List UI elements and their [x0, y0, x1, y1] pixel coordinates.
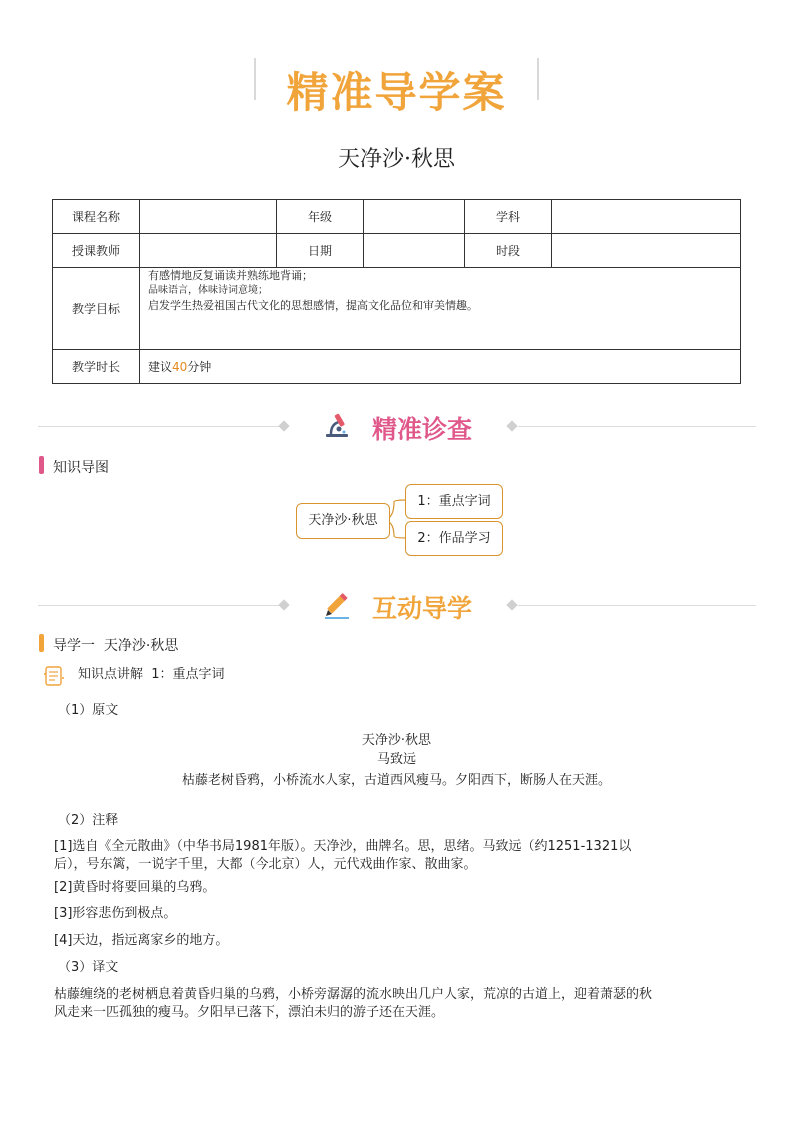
date-label: 日期: [277, 234, 364, 268]
poem-title: 天净沙·秋思: [361, 733, 432, 748]
subject-value: [552, 200, 741, 234]
translation-line: 枯藤缠绕的老树栖息着黄昏归巢的乌鸦，小桥旁潺潺的流水映出几户人家，荒凉的古道上，迎着萧瑟的秋: [54, 987, 653, 1002]
section2-rule-right: [518, 605, 756, 606]
date-value: [364, 234, 465, 268]
lesson-info-table: [52, 199, 741, 384]
course-label: 课程名称: [53, 200, 140, 234]
pencil-icon: [322, 590, 352, 620]
page-title: 天净沙·秋思: [338, 147, 455, 172]
duration-suffix: 分钟: [187, 360, 212, 374]
brand-title: 精准导学案: [286, 68, 507, 117]
section2-title: 互动导学: [372, 594, 473, 623]
translation-heading: （3）译文: [58, 960, 119, 975]
section2-diamond-left: [278, 599, 289, 610]
note-line: [2]黄昏时将要回巢的乌鸦。: [54, 880, 216, 895]
section2-subheading: 导学一 天净沙·秋思: [53, 638, 179, 654]
goal-item: 有感情地反复诵读并熟练地背诵；: [148, 269, 313, 282]
duration-prefix: 建议: [148, 360, 173, 374]
duration-value: [140, 350, 741, 384]
goal-item: 启发学生热爱祖国古代文化的思想感情，提高文化品位和审美情趣。: [148, 299, 478, 312]
note-line: [4]天边，指远离家乡的地方。: [54, 933, 229, 948]
section1-title: 精准诊查: [372, 415, 473, 444]
goal-item: 品味语言，体味诗词意境；: [148, 285, 268, 296]
teacher-label: 授课教师: [53, 234, 140, 268]
poem-author: 马致远: [376, 752, 416, 767]
grade-value: [364, 200, 465, 234]
poem-text: 枯藤老树昏鸦，小桥流水人家，古道西风瘦马。夕阳西下，断肠人在天涯。: [181, 773, 611, 788]
section2-subheading-bar: [39, 634, 44, 652]
mindmap-root: 天净沙·秋思: [296, 503, 390, 539]
teacher-value: [140, 234, 277, 268]
section1-rule-right: [518, 426, 756, 427]
section2-diamond-right: [506, 599, 517, 610]
goal-list: [140, 268, 741, 350]
section1-subheading-bar: [39, 456, 44, 474]
grade-label: 年级: [277, 200, 364, 234]
duration-label: 教学时长: [53, 350, 140, 384]
goal-label: 教学目标: [53, 268, 140, 350]
mindmap-child: 1：重点字词: [405, 484, 503, 519]
note-line: 后），号东篱，一说字千里，大都（今北京）人，元代戏曲作家、散曲家。: [54, 857, 477, 872]
original-heading: （1）原文: [58, 703, 119, 718]
knowledge-point-label: 知识点讲解 1：重点字词: [78, 667, 225, 682]
note-line: [3]形容悲伤到极点。: [54, 906, 177, 921]
period-label: 时段: [465, 234, 552, 268]
section1-diamond-left: [278, 420, 289, 431]
subject-label: 学科: [465, 200, 552, 234]
course-value: [140, 200, 277, 234]
translation-line: 风走来一匹孤独的瘦马。夕阳早已落下，漂泊未归的游子还在天涯。: [54, 1005, 445, 1020]
section1-diamond-right: [506, 420, 517, 431]
section1-rule-left: [38, 426, 282, 427]
document-icon: [42, 664, 66, 688]
note-line: [1]选自《全元散曲》（中华书局1981年版）。天净沙，曲牌名。思，思绪。马致远（约1251-1321以: [54, 839, 632, 854]
period-value: [552, 234, 741, 268]
section2-rule-left: [38, 605, 282, 606]
duration-number: 40: [172, 360, 188, 374]
section1-subheading: 知识导图: [53, 460, 109, 476]
microscope-icon: [322, 410, 352, 440]
mindmap-child: 2：作品学习: [405, 521, 503, 556]
notes-heading: （2）注释: [58, 813, 119, 828]
